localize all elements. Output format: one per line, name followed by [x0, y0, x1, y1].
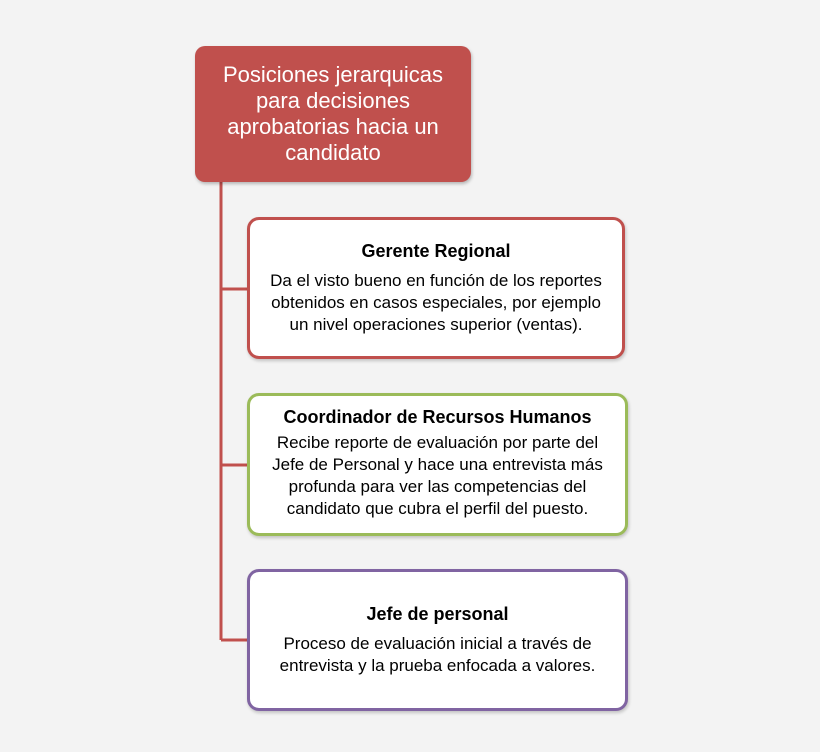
root-label: Posiciones jerarquicas para decisiones aprobatorias hacia un candidato [222, 62, 444, 165]
node-title: Jefe de personal [366, 604, 509, 624]
root-node [195, 46, 471, 182]
node-title: Coordinador de Recursos Humanos [283, 406, 592, 427]
node-description: Da el visto bueno en función de los reportes obtenidos en casos especiales, por ejemplo un nivel operaciones superior (ventas). [270, 271, 602, 334]
node-title: Gerente Regional [361, 241, 511, 261]
node-gerente-regional [247, 217, 625, 359]
node-description: Recibe reporte de evaluación por parte del Jefe de Personal y hace una entrevista más profunda para ver las competencias del candidato que cubra el perfil del puesto. [272, 432, 603, 518]
node-coordinador-rrhh [247, 393, 628, 536]
node-jefe-personal [247, 569, 628, 711]
node-description: Proceso de evaluación inicial a través de entrevista y la prueba enfocada a valores. [279, 634, 596, 675]
